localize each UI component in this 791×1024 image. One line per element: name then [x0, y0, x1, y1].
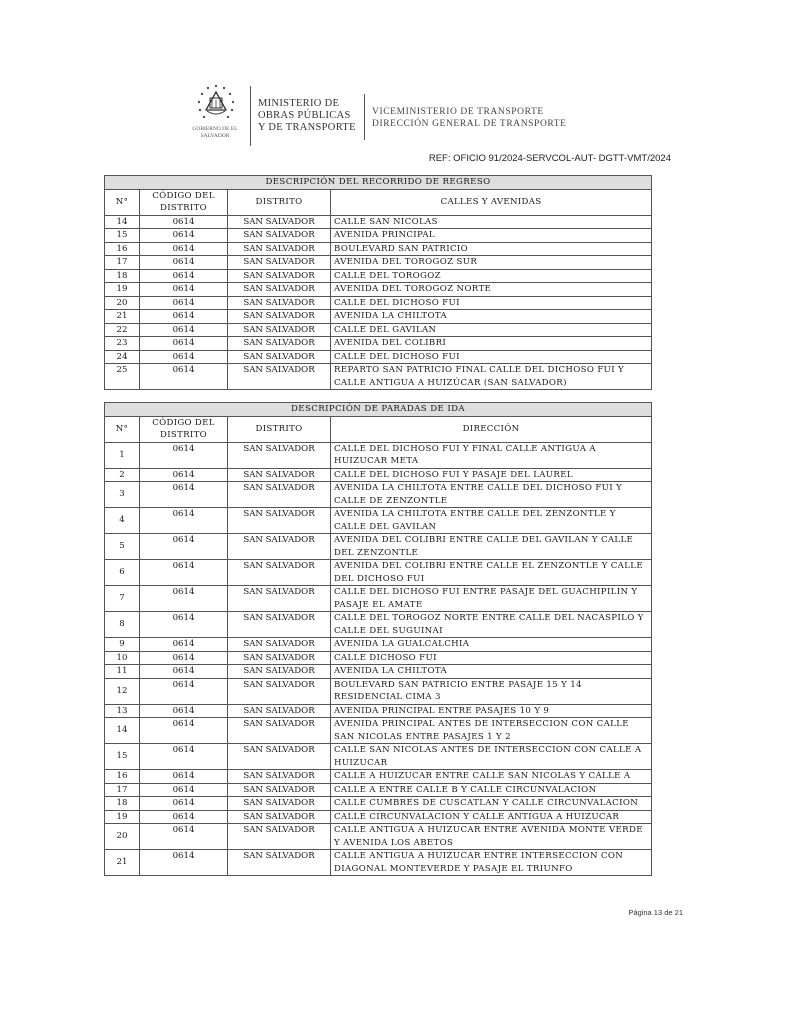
district-code: 0614: [140, 718, 228, 744]
page-number: Página 13 de 21: [628, 908, 683, 917]
vice-ministry-name: [372, 106, 567, 130]
district-name: SAN SALVADOR: [228, 704, 331, 718]
district-name: SAN SALVADOR: [228, 229, 331, 243]
district-code: 0614: [140, 229, 228, 243]
street-description: CALLE ANTIGUA A HUIZUCAR ENTRE AVENIDA MONTE VERDE Y AVENIDA LOS ABETOS: [331, 824, 652, 850]
row-number: 20: [105, 296, 140, 310]
district-name: SAN SALVADOR: [228, 810, 331, 824]
row-number: 3: [105, 482, 140, 508]
district-name: SAN SALVADOR: [228, 215, 331, 229]
district-name: SAN SALVADOR: [228, 534, 331, 560]
street-description: REPARTO SAN PATRICIO FINAL CALLE DEL DICHOSO FUI Y CALLE ANTIGUA A HUIZÚCAR (SAN SALVADOR): [331, 364, 652, 390]
district-code: 0614: [140, 744, 228, 770]
district-code: 0614: [140, 797, 228, 811]
column-header: CÓDIGO DEL DISTRITO: [140, 416, 228, 442]
street-description: CALLE CUMBRES DE CUSCATLAN Y CALLE CIRCUNVALACION: [331, 797, 652, 811]
column-header: N°: [105, 416, 140, 442]
row-number: 6: [105, 560, 140, 586]
table-row: [105, 850, 652, 876]
table-row: [105, 482, 652, 508]
district-name: SAN SALVADOR: [228, 323, 331, 337]
table-row: [105, 744, 652, 770]
district-code: 0614: [140, 508, 228, 534]
street-description: CALLE A ENTRE CALLE B Y CALLE CIRCUNVALACION: [331, 783, 652, 797]
row-number: 15: [105, 744, 140, 770]
table-row: [105, 508, 652, 534]
row-number: 17: [105, 783, 140, 797]
district-code: 0614: [140, 468, 228, 482]
street-description: CALLE DEL DICHOSO FUI Y PASAJE DEL LAUREL: [331, 468, 652, 482]
table-title: DESCRIPCIÓN DE PARADAS DE IDA: [105, 403, 652, 417]
table-row: [105, 229, 652, 243]
district-name: SAN SALVADOR: [228, 770, 331, 784]
street-description: CALLE SAN NICOLAS ANTES DE INTERSECCION CON CALLE A HUIZUCAR: [331, 744, 652, 770]
district-name: SAN SALVADOR: [228, 560, 331, 586]
table-row: [105, 560, 652, 586]
government-seal: [188, 80, 244, 148]
district-code: 0614: [140, 770, 228, 784]
row-number: 1: [105, 442, 140, 468]
return-route-table: [104, 175, 652, 390]
district-code: 0614: [140, 337, 228, 351]
district-name: SAN SALVADOR: [228, 718, 331, 744]
street-description: AVENIDA LA CHILTOTA: [331, 665, 652, 679]
row-number: 15: [105, 229, 140, 243]
district-code: 0614: [140, 586, 228, 612]
row-number: 25: [105, 364, 140, 390]
street-description: AVENIDA PRINCIPAL ANTES DE INTERSECCION CON CALLE SAN NICOLAS ENTRE PASAJES 1 Y 2: [331, 718, 652, 744]
district-name: SAN SALVADOR: [228, 586, 331, 612]
street-description: CALLE DEL DICHOSO FUI: [331, 350, 652, 364]
table-row: [105, 586, 652, 612]
column-header: DIRECCIÓN: [331, 416, 652, 442]
column-header: DISTRITO: [228, 189, 331, 215]
table-row: [105, 364, 652, 390]
row-number: 4: [105, 508, 140, 534]
district-code: 0614: [140, 651, 228, 665]
table-row: [105, 350, 652, 364]
district-name: SAN SALVADOR: [228, 783, 331, 797]
street-description: AVENIDA LA CHILTOTA ENTRE CALLE DEL ZENZONTLE Y CALLE DEL GAVILAN: [331, 508, 652, 534]
reference-number: REF: OFICIO 91/2024-SERVCOL-AUT- DGTT-VMT/2024: [428, 153, 671, 164]
district-code: 0614: [140, 850, 228, 876]
district-name: SAN SALVADOR: [228, 269, 331, 283]
row-number: 14: [105, 215, 140, 229]
table-row: [105, 323, 652, 337]
row-number: 21: [105, 850, 140, 876]
row-number: 9: [105, 638, 140, 652]
street-description: AVENIDA PRINCIPAL: [331, 229, 652, 243]
row-number: 12: [105, 678, 140, 704]
letterhead: [188, 80, 608, 150]
street-description: BOULEVARD SAN PATRICIO: [331, 242, 652, 256]
district-code: 0614: [140, 256, 228, 270]
district-name: SAN SALVADOR: [228, 242, 331, 256]
district-code: 0614: [140, 612, 228, 638]
row-number: 21: [105, 310, 140, 324]
table-row: [105, 651, 652, 665]
district-code: 0614: [140, 810, 228, 824]
district-code: 0614: [140, 783, 228, 797]
divider-line: [250, 86, 251, 146]
district-name: SAN SALVADOR: [228, 612, 331, 638]
district-name: SAN SALVADOR: [228, 296, 331, 310]
row-number: 18: [105, 269, 140, 283]
table-row: [105, 296, 652, 310]
street-description: CALLE ANTIGUA A HUIZUCAR ENTRE INTERSECCION CON DIAGONAL MONTEVERDE Y PASAJE EL TRIUNFO: [331, 850, 652, 876]
table-row: [105, 718, 652, 744]
district-name: SAN SALVADOR: [228, 824, 331, 850]
row-number: 14: [105, 718, 140, 744]
district-name: SAN SALVADOR: [228, 850, 331, 876]
street-description: CALLE SAN NICOLAS: [331, 215, 652, 229]
district-code: 0614: [140, 283, 228, 297]
street-description: BOULEVARD SAN PATRICIO ENTRE PASAJE 15 Y 14 RESIDENCIAL CIMA 3: [331, 678, 652, 704]
district-code: 0614: [140, 364, 228, 390]
ministry-line: OBRAS PÚBLICAS: [258, 110, 351, 121]
district-code: 0614: [140, 534, 228, 560]
street-description: AVENIDA DEL TOROGOZ NORTE: [331, 283, 652, 297]
row-number: 19: [105, 810, 140, 824]
street-description: AVENIDA DEL COLIBRI: [331, 337, 652, 351]
district-code: 0614: [140, 269, 228, 283]
district-name: SAN SALVADOR: [228, 508, 331, 534]
district-name: SAN SALVADOR: [228, 678, 331, 704]
district-name: SAN SALVADOR: [228, 442, 331, 468]
district-name: SAN SALVADOR: [228, 797, 331, 811]
column-header: N°: [105, 189, 140, 215]
district-name: SAN SALVADOR: [228, 364, 331, 390]
street-description: CALLE A HUIZUCAR ENTRE CALLE SAN NICOLAS Y CALLE A: [331, 770, 652, 784]
row-number: 8: [105, 612, 140, 638]
district-name: SAN SALVADOR: [228, 337, 331, 351]
district-name: SAN SALVADOR: [228, 638, 331, 652]
table-row: [105, 468, 652, 482]
directorate-line: DIRECCIÓN GENERAL DE TRANSPORTE: [372, 119, 567, 129]
row-number: 16: [105, 770, 140, 784]
row-number: 24: [105, 350, 140, 364]
district-name: SAN SALVADOR: [228, 468, 331, 482]
district-name: SAN SALVADOR: [228, 256, 331, 270]
district-code: 0614: [140, 678, 228, 704]
street-description: AVENIDA DEL COLIBRI ENTRE CALLE DEL GAVILAN Y CALLE DEL ZENZONTLE: [331, 534, 652, 560]
row-number: 5: [105, 534, 140, 560]
table-row: [105, 283, 652, 297]
column-header: DISTRITO: [228, 416, 331, 442]
row-number: 2: [105, 468, 140, 482]
district-code: 0614: [140, 824, 228, 850]
district-code: 0614: [140, 215, 228, 229]
ministry-name: [258, 98, 356, 134]
row-number: 7: [105, 586, 140, 612]
row-number: 16: [105, 242, 140, 256]
district-code: 0614: [140, 296, 228, 310]
street-description: CALLE DICHOSO FUI: [331, 651, 652, 665]
street-description: AVENIDA LA CHILTOTA: [331, 310, 652, 324]
row-number: 18: [105, 797, 140, 811]
table-row: [105, 310, 652, 324]
column-header: CÓDIGO DEL DISTRITO: [140, 189, 228, 215]
district-name: SAN SALVADOR: [228, 665, 331, 679]
table-row: [105, 215, 652, 229]
outbound-stops-table: [104, 402, 652, 876]
table-row: [105, 534, 652, 560]
table-row: [105, 612, 652, 638]
street-description: CALLE CIRCUNVALACION Y CALLE ANTIGUA A HUIZUCAR: [331, 810, 652, 824]
table-title: DESCRIPCIÓN DEL RECORRIDO DE REGRESO: [105, 176, 652, 190]
row-number: 22: [105, 323, 140, 337]
district-code: 0614: [140, 665, 228, 679]
ministry-line: Y DE TRANSPORTE: [258, 122, 356, 133]
district-name: SAN SALVADOR: [228, 283, 331, 297]
street-description: AVENIDA DEL COLIBRI ENTRE CALLE EL ZENZONTLE Y CALLE DEL DICHOSO FUI: [331, 560, 652, 586]
table-row: [105, 810, 652, 824]
district-name: SAN SALVADOR: [228, 651, 331, 665]
district-code: 0614: [140, 560, 228, 586]
row-number: 19: [105, 283, 140, 297]
row-number: 20: [105, 824, 140, 850]
column-header: CALLES Y AVENIDAS: [331, 189, 652, 215]
table-row: [105, 824, 652, 850]
row-number: 13: [105, 704, 140, 718]
district-code: 0614: [140, 350, 228, 364]
district-name: SAN SALVADOR: [228, 310, 331, 324]
district-code: 0614: [140, 310, 228, 324]
district-code: 0614: [140, 242, 228, 256]
row-number: 17: [105, 256, 140, 270]
table-row: [105, 770, 652, 784]
district-name: SAN SALVADOR: [228, 350, 331, 364]
street-description: AVENIDA LA GUALCALCHIA: [331, 638, 652, 652]
district-code: 0614: [140, 442, 228, 468]
table-row: [105, 337, 652, 351]
table-row: [105, 638, 652, 652]
table-row: [105, 269, 652, 283]
street-description: CALLE DEL GAVILAN: [331, 323, 652, 337]
street-description: AVENIDA LA CHILTOTA ENTRE CALLE DEL DICHOSO FUI Y CALLE DE ZENZONTLE: [331, 482, 652, 508]
street-description: AVENIDA PRINCIPAL ENTRE PASAJES 10 Y 9: [331, 704, 652, 718]
row-number: 11: [105, 665, 140, 679]
street-description: CALLE DEL TOROGOZ NORTE ENTRE CALLE DEL NACASPILO Y CALLE DEL SUGUINAI: [331, 612, 652, 638]
seal-caption: GOBIERNO DE EL SALVADOR: [192, 126, 238, 139]
district-code: 0614: [140, 704, 228, 718]
row-number: 10: [105, 651, 140, 665]
district-name: SAN SALVADOR: [228, 744, 331, 770]
table-row: [105, 665, 652, 679]
district-name: SAN SALVADOR: [228, 482, 331, 508]
table-row: [105, 797, 652, 811]
street-description: AVENIDA DEL TOROGOZ SUR: [331, 256, 652, 270]
street-description: CALLE DEL DICHOSO FUI ENTRE PASAJE DEL GUACHIPILIN Y PASAJE EL AMATE: [331, 586, 652, 612]
street-description: CALLE DEL DICHOSO FUI Y FINAL CALLE ANTIGUA A HUIZUCAR META: [331, 442, 652, 468]
divider-line: [364, 94, 365, 140]
district-code: 0614: [140, 482, 228, 508]
district-code: 0614: [140, 638, 228, 652]
table-row: [105, 242, 652, 256]
ministry-line: MINISTERIO DE: [258, 98, 340, 109]
row-number: 23: [105, 337, 140, 351]
table-row: [105, 256, 652, 270]
district-code: 0614: [140, 323, 228, 337]
table-row: [105, 704, 652, 718]
table-row: [105, 442, 652, 468]
street-description: CALLE DEL TOROGOZ: [331, 269, 652, 283]
street-description: CALLE DEL DICHOSO FUI: [331, 296, 652, 310]
table-row: [105, 783, 652, 797]
vice-ministry-line: VICEMINISTERIO DE TRANSPORTE: [372, 107, 544, 117]
table-row: [105, 678, 652, 704]
